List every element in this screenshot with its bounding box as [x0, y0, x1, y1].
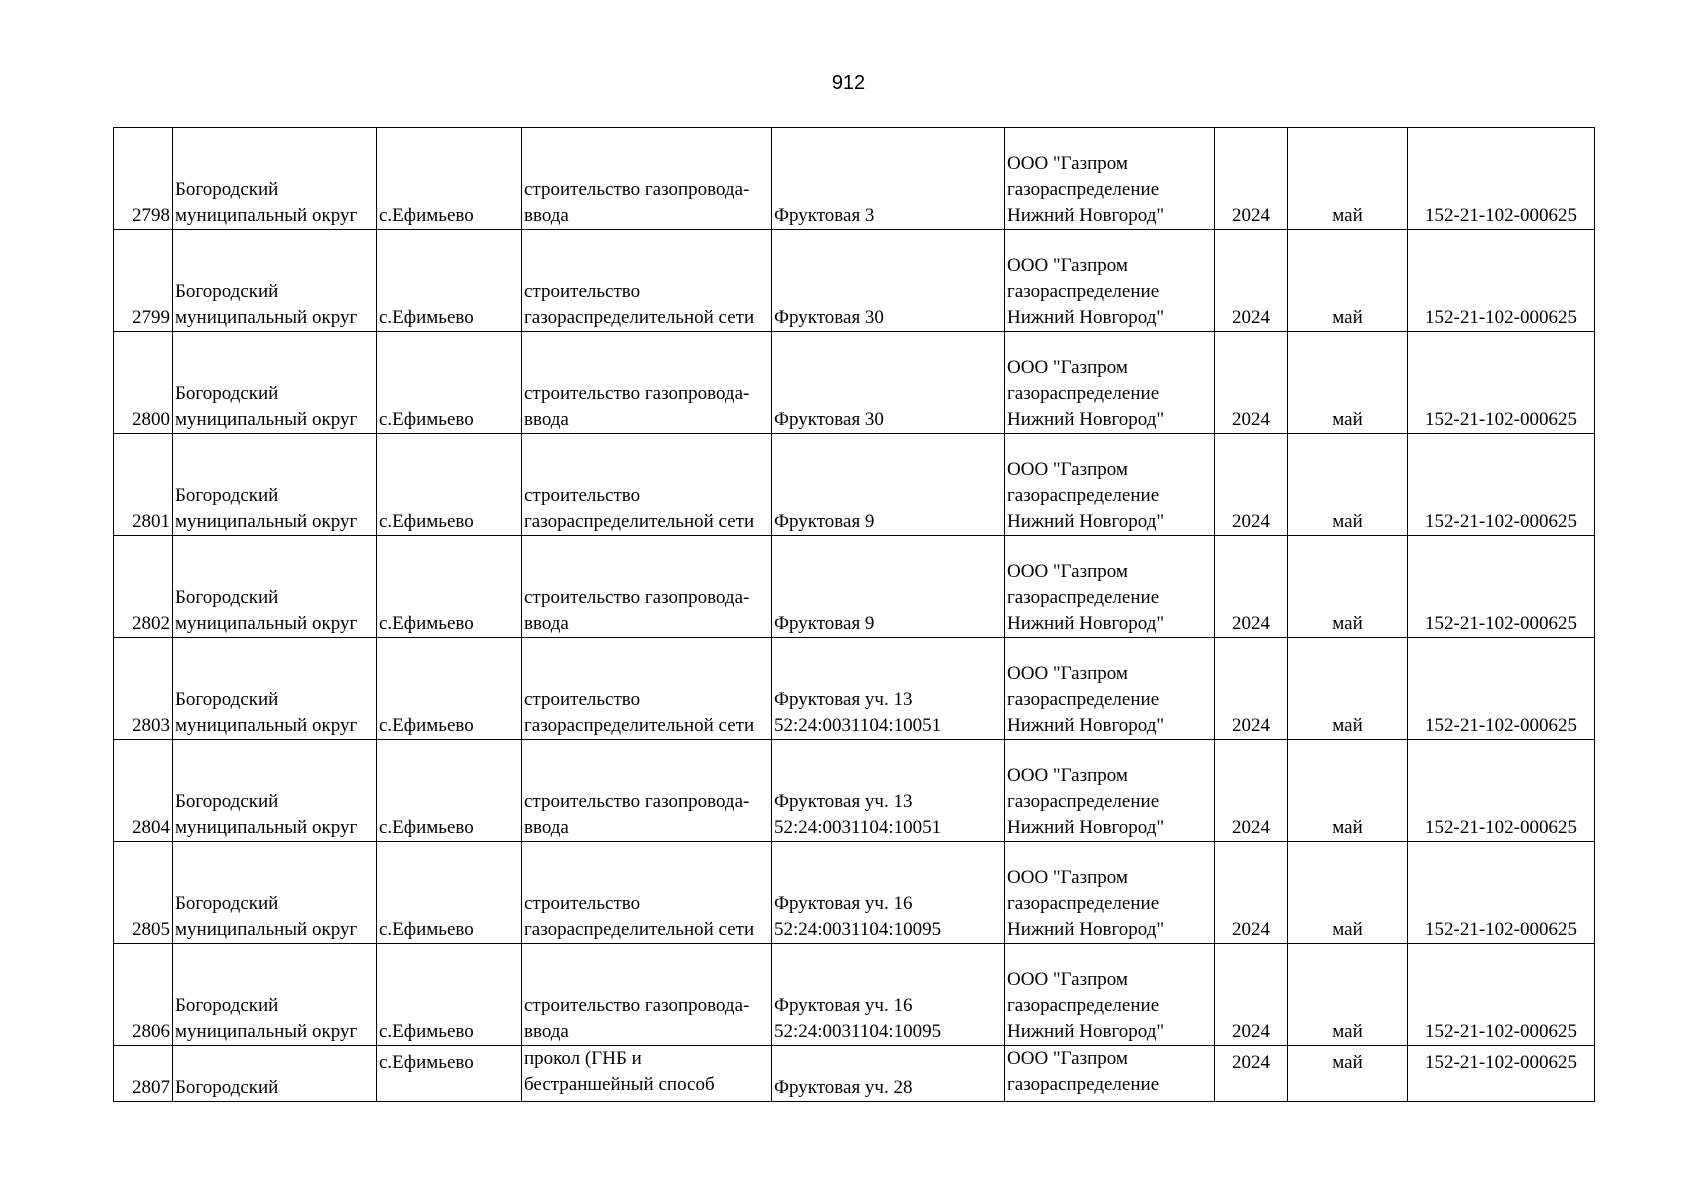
row-number-cell: 2802 [114, 536, 173, 638]
work-type-line: строительство [524, 281, 641, 302]
district-line: муниципальный округ [175, 613, 358, 634]
district-line: Богородский [175, 281, 279, 302]
organization-cell [1005, 434, 1215, 536]
row-number-cell: 2807 [114, 1046, 173, 1102]
work-type-line: ввода [524, 613, 569, 634]
table-row [114, 740, 1595, 842]
organization-line: газораспределение [1007, 179, 1160, 200]
month-cell: май [1288, 842, 1408, 944]
address-cell [772, 638, 1005, 740]
code-cell: 152-21-102-000625 [1408, 842, 1595, 944]
month-cell: май [1288, 740, 1408, 842]
district-line: Богородский [175, 893, 279, 914]
year-cell: 2024 [1215, 536, 1288, 638]
work-type-line: ввода [524, 817, 569, 838]
organization-line: газораспределение [1007, 689, 1160, 710]
organization-cell [1005, 842, 1215, 944]
work-type-line: строительство [524, 485, 641, 506]
organization-cell [1005, 944, 1215, 1046]
organization-line: газораспределение [1007, 383, 1160, 404]
organization-cell [1005, 128, 1215, 230]
work-type-cell [522, 332, 772, 434]
organization-line: Нижний Новгород" [1007, 919, 1165, 940]
organization-line: ООО "Газпром [1007, 765, 1128, 786]
address-line: Фруктовая 30 [774, 409, 884, 430]
organization-line: ООО "Газпром [1007, 1048, 1128, 1069]
district-line: Богородский [175, 995, 279, 1016]
district-line: Богородский [175, 383, 279, 404]
address-line: Фруктовая уч. 13 [774, 791, 913, 812]
table-row [114, 128, 1595, 230]
address-cell [772, 1046, 1005, 1102]
village-cell: с.Ефимьево [377, 842, 522, 944]
year-cell: 2024 [1215, 332, 1288, 434]
table-row [114, 944, 1595, 1046]
organization-line: ООО "Газпром [1007, 867, 1128, 888]
organization-cell [1005, 1046, 1215, 1102]
organization-line: ООО "Газпром [1007, 663, 1128, 684]
work-type-line: строительство газопровода- [524, 995, 750, 1016]
address-cell [772, 434, 1005, 536]
address-cell [772, 842, 1005, 944]
district-line: муниципальный округ [175, 817, 358, 838]
organization-line: газораспределение [1007, 1074, 1160, 1095]
work-type-cell [522, 536, 772, 638]
address-line: 52:24:0031104:10095 [774, 919, 942, 940]
organization-line: Нижний Новгород" [1007, 409, 1165, 430]
district-cell [173, 1046, 377, 1102]
table-row [114, 332, 1595, 434]
district-cell [173, 536, 377, 638]
organization-line: Нижний Новгород" [1007, 613, 1165, 634]
code-cell: 152-21-102-000625 [1408, 536, 1595, 638]
organization-line: ООО "Газпром [1007, 255, 1128, 276]
organization-line: Нижний Новгород" [1007, 1021, 1165, 1042]
code-cell: 152-21-102-000625 [1408, 128, 1595, 230]
address-cell [772, 944, 1005, 1046]
address-cell [772, 230, 1005, 332]
row-number-cell: 2799 [114, 230, 173, 332]
month-cell: май [1288, 536, 1408, 638]
registry-table [113, 127, 1595, 1102]
work-type-cell [522, 1046, 772, 1102]
table-row [114, 230, 1595, 332]
work-type-line: газораспределительной сети [524, 919, 755, 940]
work-type-line: газораспределительной сети [524, 307, 755, 328]
month-cell: май [1288, 434, 1408, 536]
organization-cell [1005, 740, 1215, 842]
year-cell: 2024 [1215, 740, 1288, 842]
year-cell: 2024 [1215, 230, 1288, 332]
address-line: 52:24:0031104:10095 [774, 1021, 942, 1042]
district-line: Богородский [175, 791, 279, 812]
organization-cell [1005, 536, 1215, 638]
organization-line: Нижний Новгород" [1007, 817, 1165, 838]
village-cell: с.Ефимьево [377, 434, 522, 536]
work-type-line: прокол (ГНБ и [524, 1048, 642, 1069]
table-row [114, 434, 1595, 536]
district-line: муниципальный округ [175, 715, 358, 736]
district-cell [173, 740, 377, 842]
village-cell: с.Ефимьево [377, 230, 522, 332]
address-line: Фруктовая уч. 28 [774, 1077, 913, 1098]
work-type-line: строительство [524, 893, 641, 914]
work-type-line: строительство газопровода- [524, 587, 750, 608]
organization-line: ООО "Газпром [1007, 969, 1128, 990]
code-cell: 152-21-102-000625 [1408, 332, 1595, 434]
row-number-cell: 2800 [114, 332, 173, 434]
table-row [114, 638, 1595, 740]
month-cell: май [1288, 638, 1408, 740]
work-type-line: газораспределительной сети [524, 715, 755, 736]
row-number-cell: 2798 [114, 128, 173, 230]
address-line: 52:24:0031104:10051 [774, 715, 942, 736]
organization-line: Нижний Новгород" [1007, 205, 1165, 226]
village-cell: с.Ефимьево [377, 536, 522, 638]
year-cell: 2024 [1215, 128, 1288, 230]
organization-line: газораспределение [1007, 995, 1160, 1016]
row-number-cell: 2803 [114, 638, 173, 740]
village-cell: с.Ефимьево [377, 1046, 522, 1102]
month-cell: май [1288, 128, 1408, 230]
work-type-line: бестраншейный способ [524, 1074, 715, 1095]
district-cell [173, 434, 377, 536]
table-row [114, 536, 1595, 638]
work-type-cell [522, 944, 772, 1046]
work-type-line: строительство газопровода- [524, 383, 750, 404]
district-line: Богородский [175, 485, 279, 506]
work-type-cell [522, 434, 772, 536]
district-line: муниципальный округ [175, 307, 358, 328]
year-cell: 2024 [1215, 638, 1288, 740]
district-cell [173, 638, 377, 740]
work-type-line: строительство [524, 689, 641, 710]
address-line: Фруктовая уч. 16 [774, 995, 913, 1016]
page-number: 912 [831, 72, 866, 94]
work-type-line: ввода [524, 1021, 569, 1042]
organization-line: газораспределение [1007, 587, 1160, 608]
work-type-cell [522, 740, 772, 842]
organization-line: Нижний Новгород" [1007, 715, 1165, 736]
work-type-line: газораспределительной сети [524, 511, 755, 532]
district-line: Богородский [175, 587, 279, 608]
district-line: муниципальный округ [175, 409, 358, 430]
organization-line: ООО "Газпром [1007, 357, 1128, 378]
work-type-cell [522, 638, 772, 740]
district-line: муниципальный округ [175, 205, 358, 226]
year-cell: 2024 [1215, 1046, 1288, 1102]
village-cell: с.Ефимьево [377, 740, 522, 842]
code-cell: 152-21-102-000625 [1408, 944, 1595, 1046]
address-line: Фруктовая 30 [774, 307, 884, 328]
address-line: Фруктовая 3 [774, 205, 875, 226]
address-line: Фруктовая 9 [774, 511, 875, 532]
work-type-line: строительство газопровода- [524, 179, 750, 200]
code-cell: 152-21-102-000625 [1408, 638, 1595, 740]
code-cell: 152-21-102-000625 [1408, 740, 1595, 842]
address-cell [772, 332, 1005, 434]
district-line: Богородский [175, 179, 279, 200]
district-line: муниципальный округ [175, 919, 358, 940]
code-cell: 152-21-102-000625 [1408, 1046, 1595, 1102]
year-cell: 2024 [1215, 434, 1288, 536]
organization-line: Нижний Новгород" [1007, 511, 1165, 532]
address-cell [772, 536, 1005, 638]
code-cell: 152-21-102-000625 [1408, 434, 1595, 536]
month-cell: май [1288, 1046, 1408, 1102]
month-cell: май [1288, 332, 1408, 434]
organization-line: ООО "Газпром [1007, 459, 1128, 480]
district-cell [173, 332, 377, 434]
year-cell: 2024 [1215, 944, 1288, 1046]
organization-line: газораспределение [1007, 893, 1160, 914]
district-line: Богородский [175, 689, 279, 710]
organization-line: газораспределение [1007, 791, 1160, 812]
work-type-cell [522, 230, 772, 332]
table-row [114, 1046, 1595, 1102]
district-cell [173, 842, 377, 944]
work-type-line: ввода [524, 409, 569, 430]
month-cell: май [1288, 230, 1408, 332]
work-type-line: ввода [524, 205, 569, 226]
code-cell: 152-21-102-000625 [1408, 230, 1595, 332]
district-cell [173, 944, 377, 1046]
district-cell [173, 230, 377, 332]
address-line: 52:24:0031104:10051 [774, 817, 942, 838]
month-cell: май [1288, 944, 1408, 1046]
row-number-cell: 2804 [114, 740, 173, 842]
village-cell: с.Ефимьево [377, 332, 522, 434]
village-cell: с.Ефимьево [377, 128, 522, 230]
organization-cell [1005, 638, 1215, 740]
district-line: муниципальный округ [175, 511, 358, 532]
organization-line: Нижний Новгород" [1007, 307, 1165, 328]
row-number-cell: 2805 [114, 842, 173, 944]
row-number-cell: 2801 [114, 434, 173, 536]
work-type-cell [522, 128, 772, 230]
district-cell [173, 128, 377, 230]
address-cell [772, 128, 1005, 230]
organization-line: газораспределение [1007, 281, 1160, 302]
address-line: Фруктовая уч. 16 [774, 893, 913, 914]
organization-line: ООО "Газпром [1007, 561, 1128, 582]
row-number-cell: 2806 [114, 944, 173, 1046]
organization-line: ООО "Газпром [1007, 153, 1128, 174]
address-line: Фруктовая уч. 13 [774, 689, 913, 710]
table-body [114, 128, 1595, 1102]
work-type-line: строительство газопровода- [524, 791, 750, 812]
address-line: Фруктовая 9 [774, 613, 875, 634]
organization-cell [1005, 230, 1215, 332]
village-cell: с.Ефимьево [377, 944, 522, 1046]
organization-line: газораспределение [1007, 485, 1160, 506]
year-cell: 2024 [1215, 842, 1288, 944]
village-cell: с.Ефимьево [377, 638, 522, 740]
district-line: Богородский [175, 1077, 279, 1098]
table-row [114, 842, 1595, 944]
district-line: муниципальный округ [175, 1021, 358, 1042]
work-type-cell [522, 842, 772, 944]
organization-cell [1005, 332, 1215, 434]
address-cell [772, 740, 1005, 842]
